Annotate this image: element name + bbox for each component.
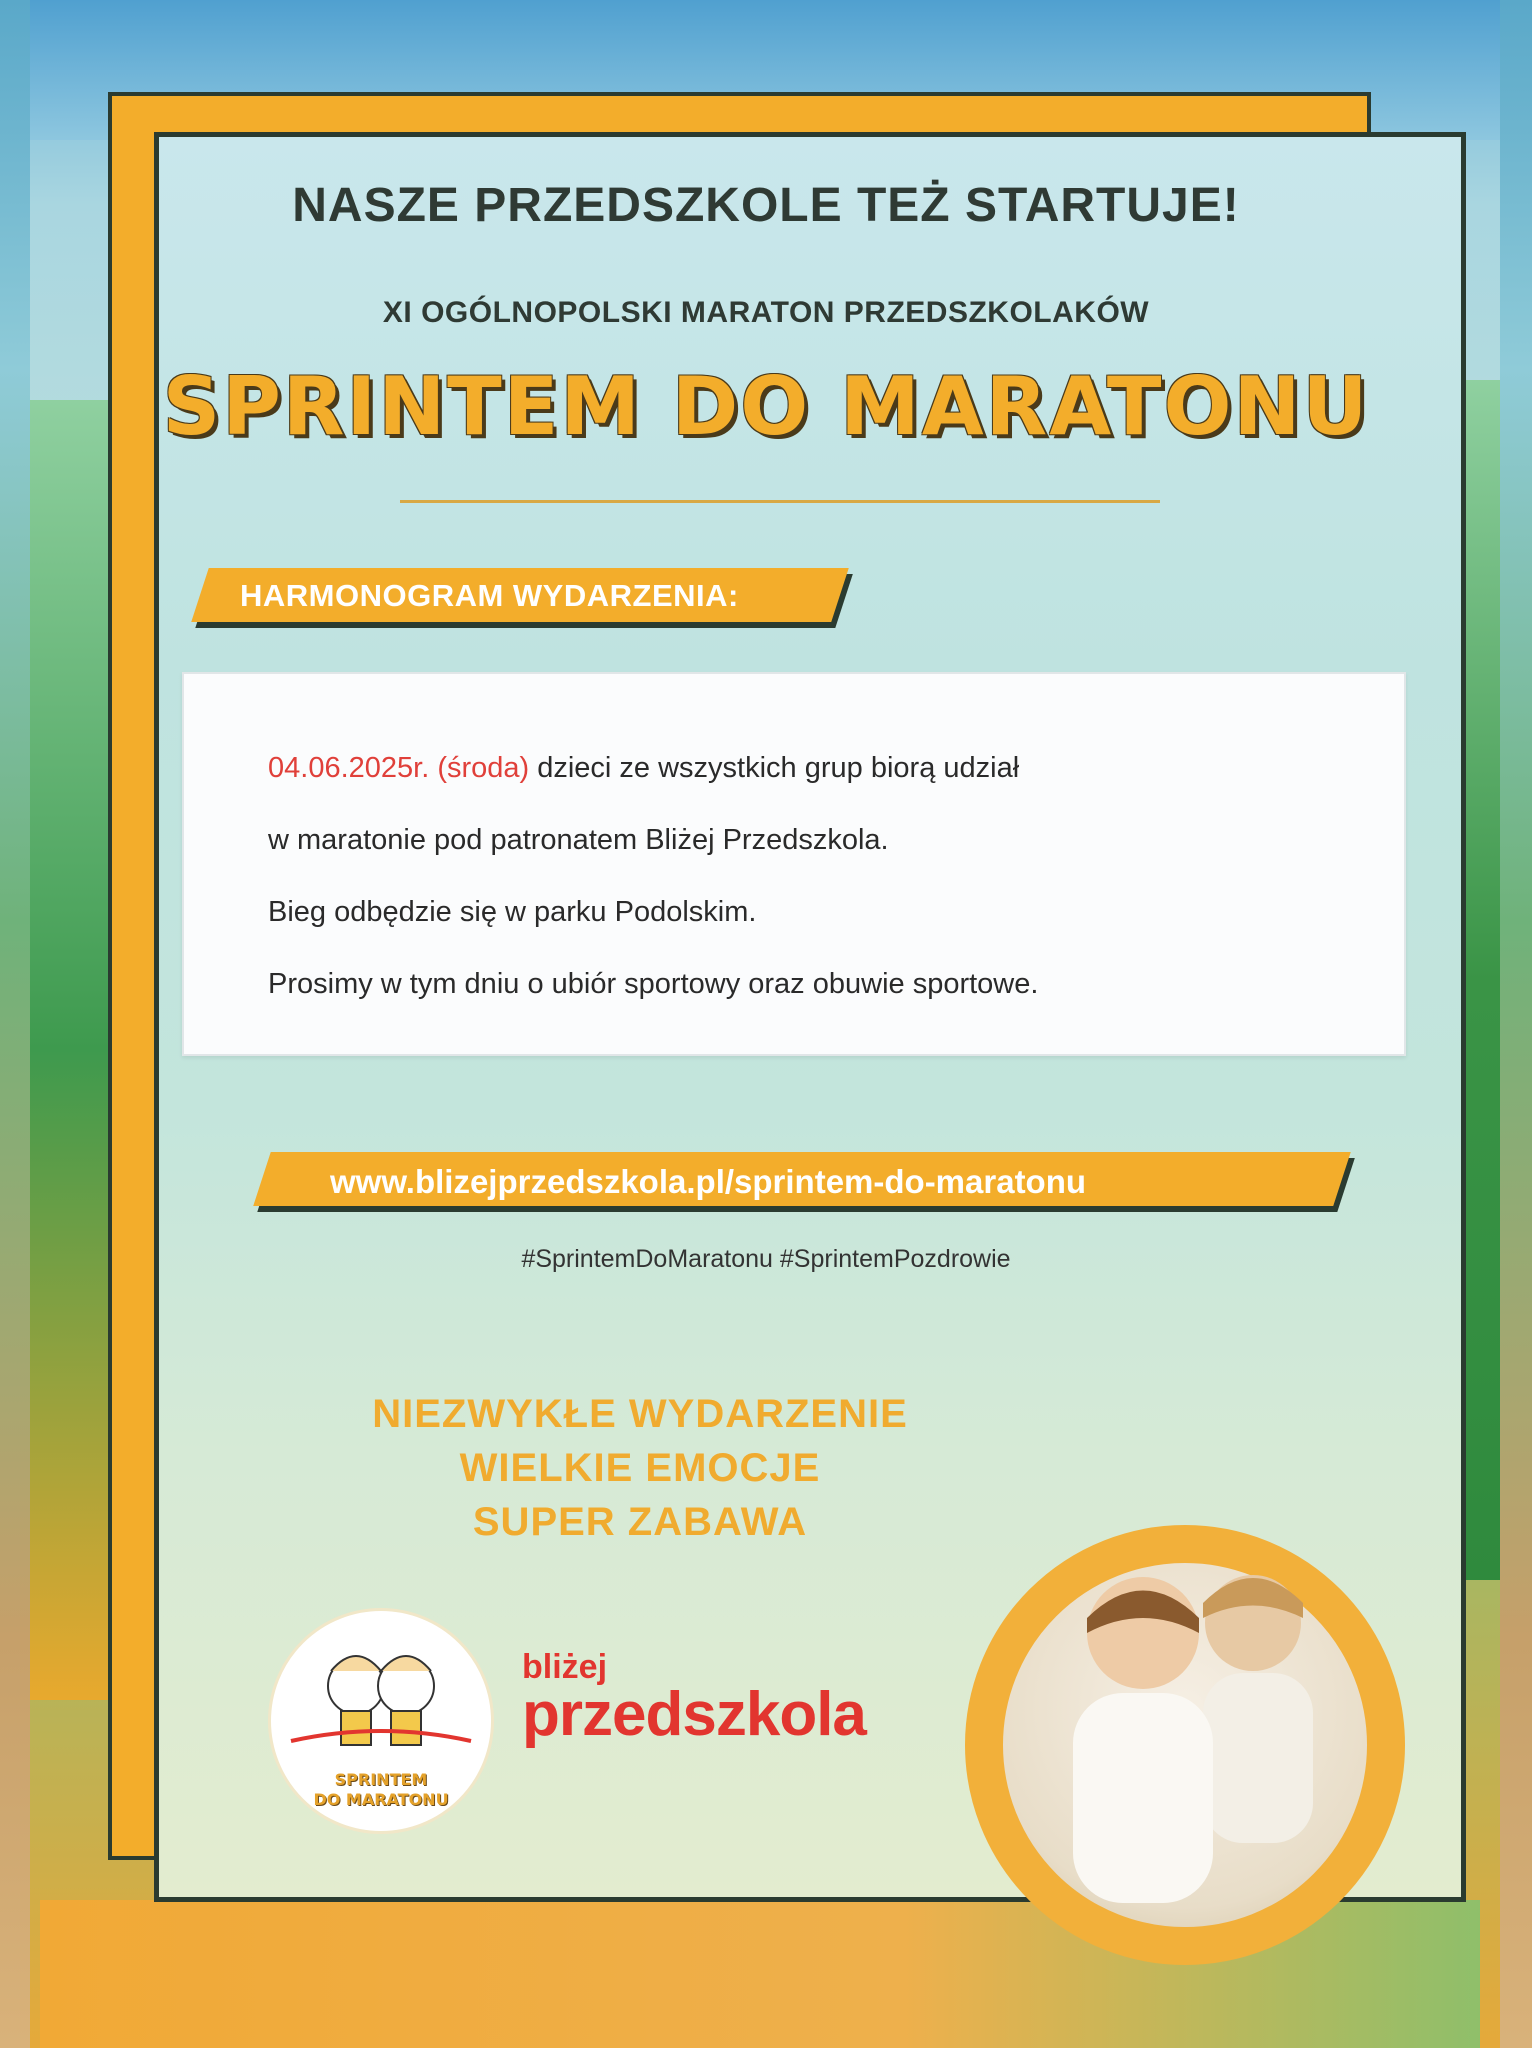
children-photo (965, 1525, 1405, 1965)
slogan-1: NIEZWYKŁE WYDARZENIE (372, 1392, 908, 1436)
info-box (182, 672, 1406, 1056)
poster-subtitle: XI OGÓLNOPOLSKI MARATON PRZEDSZKOLAKÓW (382, 296, 1150, 329)
info-line-3: Bieg odbędzie się w parku Podolskim. (268, 896, 757, 928)
divider (400, 500, 1160, 503)
slogan-2: WIELKIE EMOCJE (459, 1446, 821, 1490)
logo-text-1: SPRINTEM (334, 1770, 428, 1789)
brand-main: przedszkola (522, 1680, 866, 1749)
info-line-1-rest: dzieci ze wszystkich grup biorą udział (529, 752, 1020, 784)
event-date: 04.06.2025r. (środa) (268, 752, 530, 784)
running-children-illustration (1003, 1563, 1367, 1927)
info-line-1 (268, 752, 1019, 785)
brand-top: bliżej (522, 1648, 608, 1686)
schedule-label: HARMONOGRAM WYDARZENIA: (240, 578, 739, 613)
slogan-3: SUPER ZABAWA (472, 1500, 808, 1544)
info-line-4: Prosimy w tym dniu o ubiór sportowy oraz obuwie sportowe. (268, 968, 1039, 1000)
sprintem-logo (268, 1608, 494, 1834)
hashtags: #SprintemDoMaratonu #SprintemPozdrowie (521, 1245, 1011, 1273)
poster-title: NASZE PRZEDSZKOLE TEŻ STARTUJE! (292, 179, 1240, 232)
event-url[interactable]: www.blizejprzedszkola.pl/sprintem-do-maratonu (330, 1163, 1087, 1200)
event-name: SPRINTEM DO MARATONU (162, 360, 1370, 453)
logo-text-2: DO MARATONU (313, 1790, 449, 1809)
blizej-przedszkola-logo (522, 1648, 866, 1749)
info-line-2: w maratonie pod patronatem Bliżej Przedszkola. (268, 824, 889, 856)
